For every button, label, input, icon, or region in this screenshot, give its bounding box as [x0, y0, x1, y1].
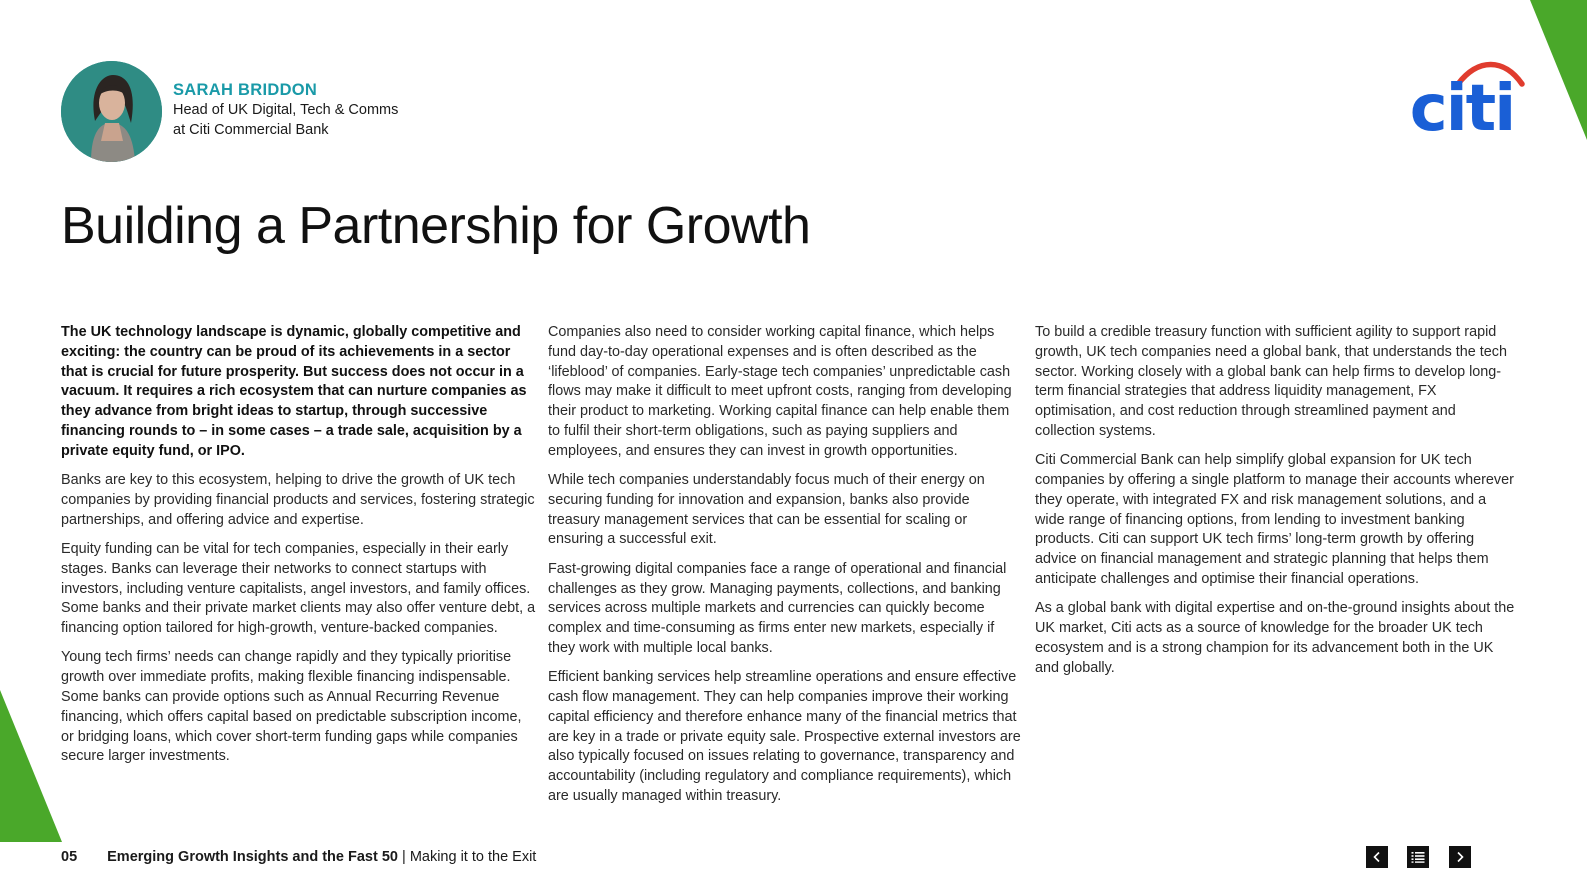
page-number: 05 [61, 849, 78, 865]
body-paragraph: Companies also need to consider working capital finance, which helps fund day-to-day operational expenses and is often described as the ‘lifeblood’ of companies. Early-stage tech companies’ unpredictable cash flows may make it difficult to meet upfront costs, ranging from developing their product to marketing. Working capital finance can help enable them to fulfil their short-term obligations, such as paying suppliers and employees, and ensures they can invest in growth opportunities. [548, 324, 1012, 459]
page-title: Building a Partnership for Growth [61, 197, 811, 255]
footer-separator: | [397, 849, 410, 865]
body-paragraph: Efficient banking services help streamline operations and ensure effective cash flow management. They can help companies improve their working capital efficiency and therefore enhance many of the financial metrics that are key in a trade or private equity sale. Prospective external investors are also typically focused on issues relating to governance, transparency and accountability (including regulatory and compliance requirements), which are usually managed within treasury. [548, 669, 1021, 805]
publication-title: Emerging Growth Insights and the Fast 50 [107, 849, 398, 865]
body-paragraph: To build a credible treasury function with sufficient agility to support rapid growth, UK tech companies need a global bank, that understands the tech sector. Working closely with a global bank can help firms to develop long-term financial strategies that address liquidity management, FX optimisation, and cost reduction through streamlined payment and collection systems. [1035, 324, 1507, 439]
section-title: Making it to the Exit [409, 849, 537, 865]
contents-button[interactable] [1407, 846, 1429, 868]
article-column-1 [61, 323, 536, 777]
logo-text: citi [1409, 72, 1515, 138]
next-page-button[interactable] [1449, 846, 1471, 868]
author-avatar [61, 61, 162, 162]
body-paragraph: As a global bank with digital expertise and on-the-ground insights about the UK market, Citi acts as a source of knowledge for the broader UK tech ecosystem and is a strong champion for its advancement both in the UK and globally. [1035, 600, 1515, 676]
article-column-3 [1035, 323, 1515, 688]
page-footer [61, 847, 536, 867]
corner-accent-bottom-left [0, 690, 62, 842]
article-column-2 [548, 323, 1023, 816]
author-block [173, 80, 398, 140]
body-paragraph: Banks are key to this ecosystem, helping to drive the growth of UK tech companies by providing financial products and services, fostering strategic partnerships, and offering advice and expertise. [61, 472, 535, 528]
body-paragraph: Citi Commercial Bank can help simplify global expansion for UK tech companies by offering a single platform to manage their accounts wherever they operate, with integrated FX and risk management solutions, and a wide range of financing options, from lending to investment banking products. Citi can support UK tech firms’ long-term growth by offering advice on financial management and strategic planning that helps them anticipate challenges and optimise their financial operations. [1035, 452, 1514, 588]
body-paragraph: Young tech firms’ needs can change rapidly and they typically prioritise growth over immediate profits, making flexible financing indispensable. Some banks can provide options such as Annual Recurring Revenue financing, which offers capital based on predictable subscription income, or bridging loans, which cover short-term funding gaps while companies secure larger investments. [61, 649, 522, 765]
corner-accent-top-right [1530, 0, 1587, 140]
lead-paragraph: The UK technology landscape is dynamic, globally competitive and exciting: the country can be proud of its achievements in a sector that is crucial for future prosperity. But success does not occur in a vacuum. It requires a rich ecosystem that can nurture companies as they advance from bright ideas to startup, through successive financing rounds to – in some cases – a trade sale, acquisition by a private equity fund, or IPO. [61, 324, 527, 459]
body-paragraph: While tech companies understandably focus much of their energy on securing funding for innovation and expansion, banks also provide treasury management services that can be essential for scaling or ensuring a successful exit. [548, 472, 985, 548]
author-role-line-1: Head of UK Digital, Tech & Comms [173, 102, 399, 118]
author-role-line-2: at Citi Commercial Bank [173, 122, 329, 138]
contents-list-icon [1411, 851, 1425, 863]
author-name: SARAH BRIDDON [173, 81, 318, 99]
previous-page-icon [1372, 851, 1382, 863]
body-paragraph: Fast-growing digital companies face a range of operational and financial challenges as they grow. Managing payments, collections, and banking services across multiple markets and currencies can quickly become complex and time-consuming as firms enter new markets, especially if they work with multiple local banks. [548, 560, 1007, 656]
body-paragraph: Equity funding can be vital for tech companies, especially in their early stages. Banks can leverage their networks to connect startups with investors, including venture capitalists, angel investors, and family offices. Some banks and their private market clients may also offer venture debt, a financing option tailored for high-growth, venture-backed companies. [61, 540, 536, 637]
previous-page-button[interactable] [1366, 846, 1388, 868]
next-page-icon [1455, 851, 1465, 863]
citi-logo [1400, 60, 1525, 138]
